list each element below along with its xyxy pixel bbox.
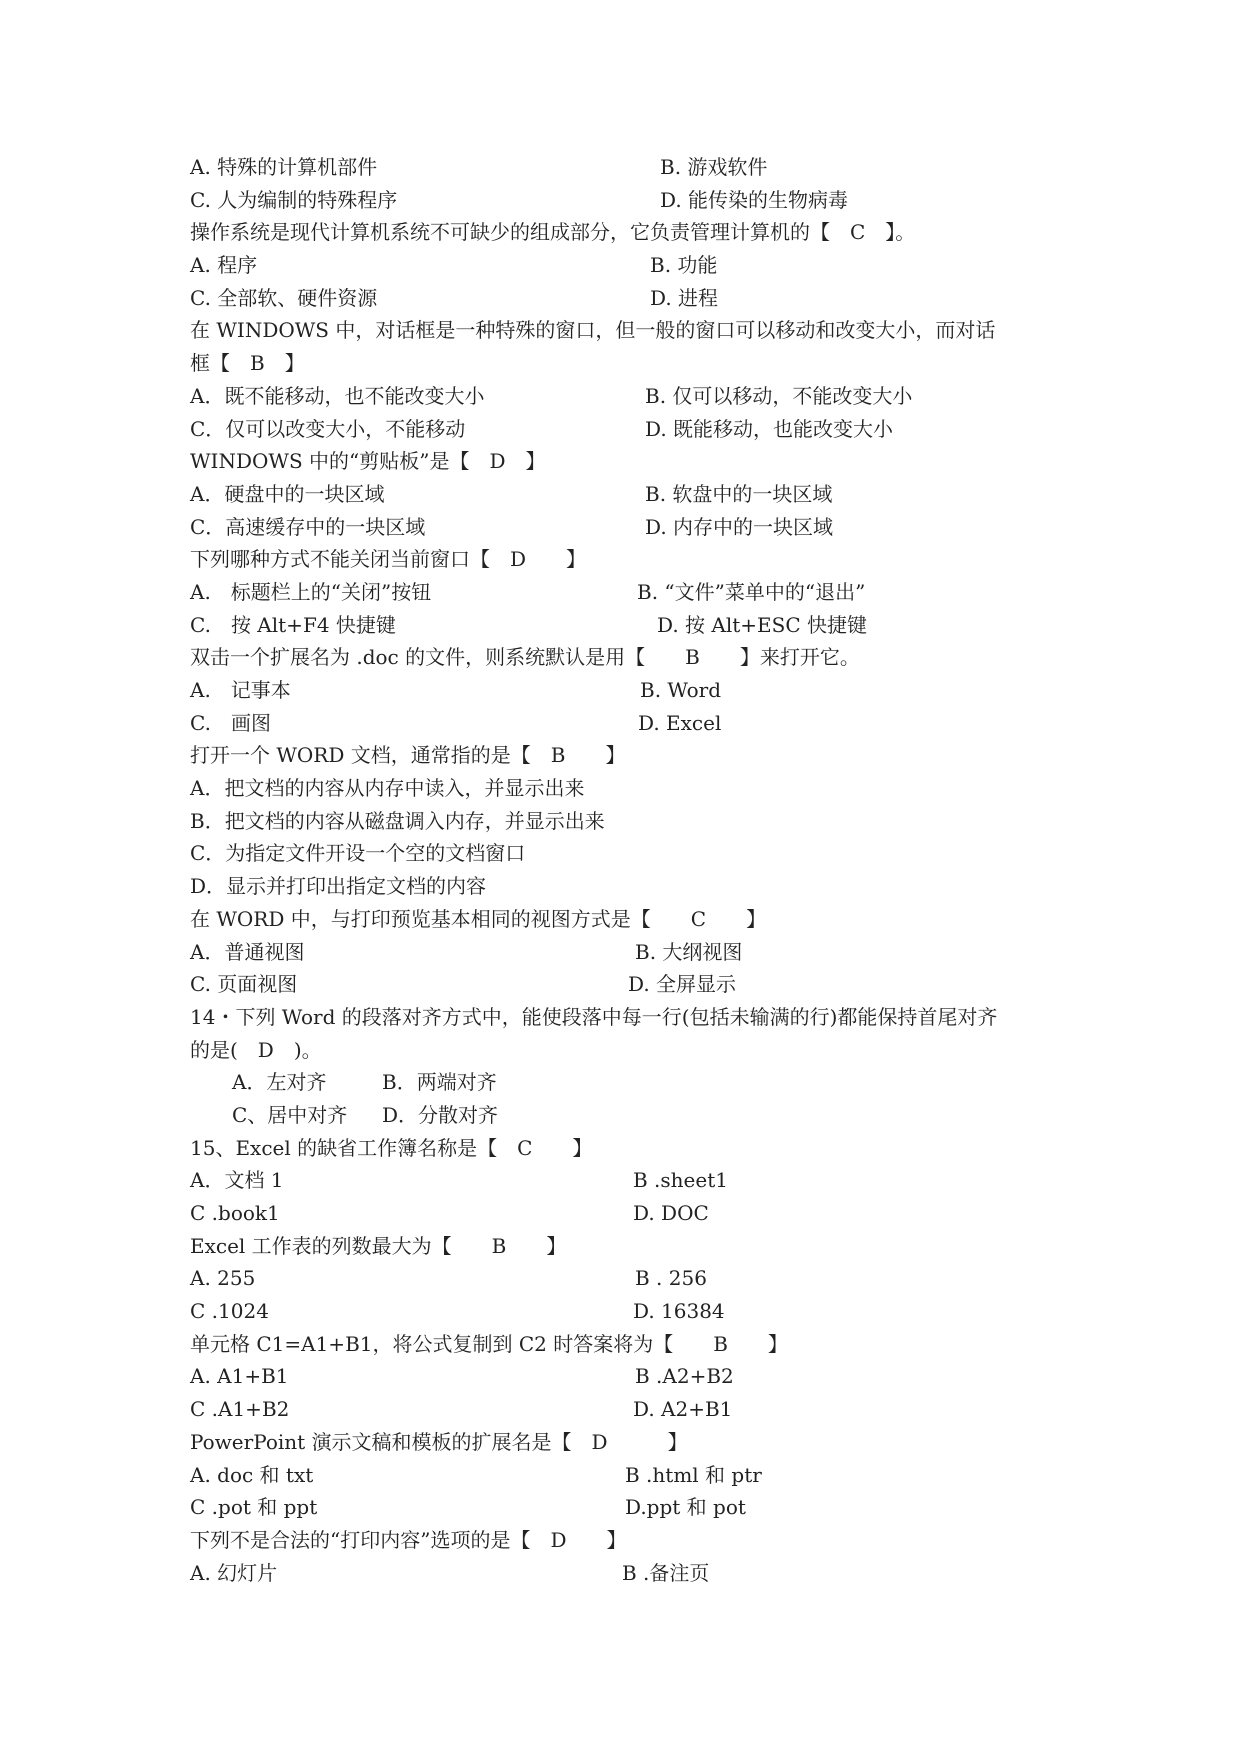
question-line: D．显示并打印出指定文档的内容 bbox=[190, 874, 487, 899]
option-text: C. 按 Alt+F4 快捷键 bbox=[190, 612, 396, 637]
question-line: Excel 工作表的列数最大为【 B 】 bbox=[190, 1233, 567, 1258]
question-line: 下列不是合法的“打印内容”选项的是【 D 】 bbox=[190, 1527, 627, 1552]
option-text: A. 记事本 bbox=[190, 678, 291, 702]
option-text: C .book1 bbox=[190, 1201, 280, 1225]
options-row bbox=[190, 1360, 1091, 1393]
question-line: 双击一个扩展名为 .doc 的文件，则系统默认是用【 B 】来打开它。 bbox=[190, 645, 860, 670]
option-text: C、居中对齐 bbox=[232, 1102, 348, 1127]
option-text: A. 标题栏上的“关闭”按钮 bbox=[190, 579, 432, 604]
option-text: C. 画图 bbox=[190, 710, 271, 735]
option-text: C .pot 和 ppt bbox=[190, 1495, 318, 1520]
option-text: B. 大纲视图 bbox=[635, 939, 743, 964]
option-text: D. A2+B1 bbox=[633, 1397, 733, 1422]
option-text: D. 按 Alt+ESC 快捷键 bbox=[657, 612, 867, 637]
option-text: C. 人为编制的特殊程序 bbox=[190, 187, 398, 212]
question-line: WINDOWS 中的“剪贴板”是【 D 】 bbox=[190, 449, 546, 474]
question-line: 打开一个 WORD 文档，通常指的是【 B 】 bbox=[190, 743, 626, 768]
options-row bbox=[190, 184, 1091, 217]
option-text: B. “文件”菜单中的“退出” bbox=[637, 579, 866, 604]
options-row bbox=[190, 249, 1091, 282]
question-line: 15、Excel 的缺省工作簿名称是【 C 】 bbox=[190, 1135, 593, 1160]
option-text: D. Excel bbox=[638, 710, 722, 735]
options-row bbox=[190, 151, 1091, 184]
options-row bbox=[190, 380, 1091, 413]
option-text: B .html 和 ptr bbox=[625, 1462, 762, 1487]
options-row bbox=[190, 576, 1091, 609]
options-row bbox=[190, 707, 1091, 740]
options-row bbox=[190, 282, 1091, 315]
option-text: C．高速缓存中的一块区域 bbox=[190, 514, 426, 539]
options-row bbox=[190, 478, 1091, 511]
option-text: A. A1+B1 bbox=[190, 1364, 289, 1389]
option-text: D. 进程 bbox=[650, 285, 719, 310]
options-row bbox=[190, 1197, 1091, 1230]
options-row bbox=[190, 936, 1091, 969]
option-text: C. 全部软、硬件资源 bbox=[190, 285, 378, 310]
options-row bbox=[190, 413, 1091, 446]
option-text: B. 仅可以移动，不能改变大小 bbox=[645, 383, 913, 408]
question-line: A．把文档的内容从内存中读入，并显示出来 bbox=[190, 776, 585, 801]
question-line: PowerPoint 演示文稿和模板的扩展名是【 D 】 bbox=[190, 1429, 688, 1454]
options-row bbox=[190, 1066, 1091, 1099]
options-row bbox=[190, 1393, 1091, 1426]
question-line: 单元格 C1=A1+B1，将公式复制到 C2 时答案将为【 B 】 bbox=[190, 1331, 788, 1356]
option-text: D.ppt 和 pot bbox=[625, 1495, 746, 1520]
option-text: D. 全屏显示 bbox=[628, 972, 737, 997]
option-text: A．文档 1 bbox=[190, 1168, 284, 1193]
question-line: 下列哪种方式不能关闭当前窗口【 D 】 bbox=[190, 547, 587, 572]
option-text: B . 256 bbox=[635, 1266, 707, 1291]
question-line: 操作系统是现代计算机系统不可缺少的组成部分，它负责管理计算机的【 C 】。 bbox=[190, 220, 916, 245]
options-row bbox=[190, 511, 1091, 544]
question-line: 框【 B 】 bbox=[190, 351, 305, 376]
option-text: A. doc 和 txt bbox=[190, 1462, 314, 1487]
option-text: B. Word bbox=[640, 678, 722, 702]
option-text: A. 幻灯片 bbox=[190, 1560, 278, 1585]
option-text: D. 内存中的一块区域 bbox=[645, 514, 834, 539]
option-text: D. 16384 bbox=[633, 1299, 725, 1324]
option-text: B .A2+B2 bbox=[635, 1364, 734, 1389]
question-line: 的是( D )。 bbox=[190, 1037, 322, 1062]
options-row bbox=[190, 968, 1091, 1001]
option-text: D．分散对齐 bbox=[382, 1102, 499, 1127]
option-text: C. 页面视图 bbox=[190, 972, 298, 997]
option-text: A．普通视图 bbox=[190, 939, 305, 964]
option-text: B .备注页 bbox=[622, 1560, 710, 1585]
option-text: C .A1+B2 bbox=[190, 1397, 290, 1422]
options-row bbox=[190, 1262, 1091, 1295]
question-line: B．把文档的内容从磁盘调入内存，并显示出来 bbox=[190, 808, 605, 833]
question-line: 在 WINDOWS 中，对话框是一种特殊的窗口，但一般的窗口可以移动和改变大小，而对话 bbox=[190, 318, 996, 343]
option-text: D. 能传染的生物病毒 bbox=[660, 187, 849, 212]
option-text: A. 程序 bbox=[190, 253, 258, 278]
options-row bbox=[190, 1099, 1091, 1132]
option-text: B .sheet1 bbox=[633, 1168, 728, 1193]
option-text: B. 游戏软件 bbox=[660, 155, 768, 179]
option-text: C .1024 bbox=[190, 1299, 269, 1324]
option-text: D. 既能移动，也能改变大小 bbox=[645, 416, 894, 441]
option-text: D. DOC bbox=[633, 1201, 709, 1225]
options-row bbox=[190, 1557, 1091, 1590]
option-text: A．硬盘中的一块区域 bbox=[190, 481, 385, 506]
question-line: C．为指定文件开设一个空的文档窗口 bbox=[190, 841, 526, 866]
options-row bbox=[190, 1491, 1091, 1524]
option-text: C．仅可以改变大小，不能移动 bbox=[190, 416, 466, 441]
option-text: B. 功能 bbox=[650, 253, 718, 278]
options-row bbox=[190, 609, 1091, 642]
option-text: B．两端对齐 bbox=[382, 1070, 497, 1095]
options-row bbox=[190, 1459, 1091, 1492]
option-text: A. 255 bbox=[190, 1266, 256, 1291]
options-row bbox=[190, 1164, 1091, 1197]
options-row bbox=[190, 674, 1091, 707]
option-text: B. 软盘中的一块区域 bbox=[645, 481, 833, 506]
option-text: A．既不能移动，也不能改变大小 bbox=[190, 383, 485, 408]
options-row bbox=[190, 1295, 1091, 1328]
question-line: 在 WORD 中，与打印预览基本相同的视图方式是【 C 】 bbox=[190, 906, 767, 931]
option-text: A．左对齐 bbox=[232, 1070, 327, 1095]
option-text: A. 特殊的计算机部件 bbox=[190, 155, 378, 179]
question-line: 14・下列 Word 的段落对齐方式中，能使段落中每一行(包括未输满的行)都能保持首尾对齐 bbox=[190, 1004, 998, 1029]
